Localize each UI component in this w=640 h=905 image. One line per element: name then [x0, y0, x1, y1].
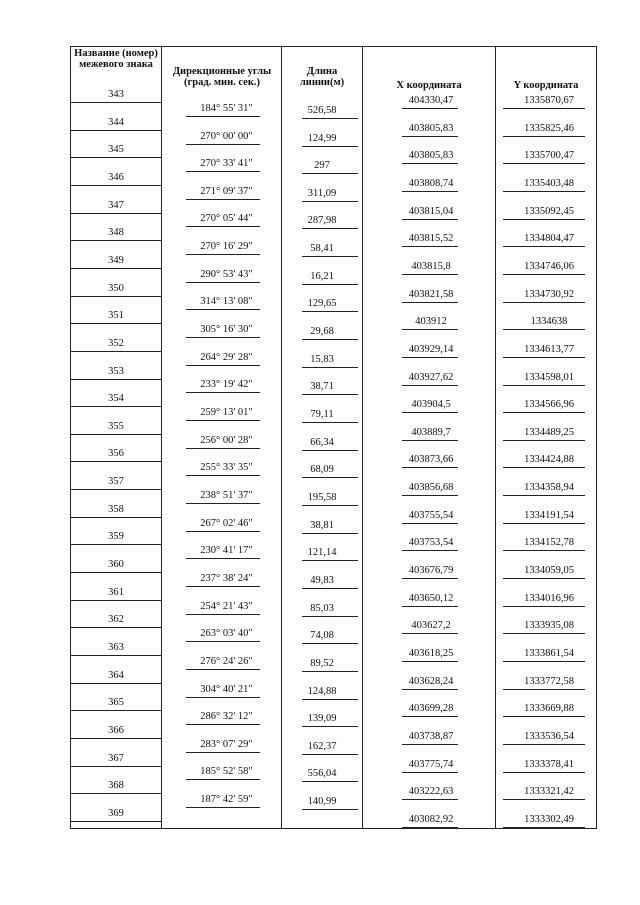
row-rule: [186, 365, 260, 366]
direction-angle: 184° 55' 31": [200, 102, 253, 114]
row-rule: [70, 102, 161, 103]
column-border: [70, 46, 71, 829]
row-rule: [70, 489, 161, 490]
row-rule: [186, 448, 260, 449]
row-rule: [70, 627, 161, 628]
row-rule: [302, 643, 358, 644]
line-length: 121,14: [307, 547, 337, 559]
x-coordinate: 403904,5: [411, 399, 451, 411]
direction-angle: 254° 21' 43": [200, 600, 253, 612]
row-rule: [402, 302, 458, 303]
point-number: 348: [108, 227, 124, 239]
row-rule: [70, 600, 161, 601]
row-rule: [402, 274, 458, 275]
row-rule: [70, 793, 161, 794]
direction-angle: 271° 09' 37": [200, 185, 253, 197]
direction-angle: 255° 33' 35": [200, 462, 253, 474]
row-rule: [402, 772, 458, 773]
row-rule: [70, 213, 161, 214]
row-rule: [186, 254, 260, 255]
row-rule: [503, 108, 585, 109]
row-rule: [402, 689, 458, 690]
row-rule: [503, 578, 585, 579]
x-coordinate: 403753,54: [408, 537, 454, 549]
row-rule: [302, 671, 358, 672]
x-coordinate: 403222,63: [408, 786, 454, 798]
row-rule: [503, 191, 585, 192]
y-coordinate: 1335870,67: [524, 95, 574, 106]
point-number: 353: [108, 365, 124, 377]
row-rule: [402, 716, 458, 717]
line-length: 49,83: [310, 574, 334, 586]
row-rule: [302, 284, 358, 285]
row-rule: [503, 357, 585, 358]
row-rule: [503, 163, 585, 164]
row-rule: [186, 116, 260, 117]
row-rule: [186, 475, 260, 476]
row-rule: [302, 809, 358, 810]
point-number: 364: [108, 669, 124, 681]
x-coordinate: 403815,52: [408, 233, 454, 245]
row-rule: [402, 578, 458, 579]
line-length: 38,71: [310, 381, 334, 393]
row-rule: [503, 827, 585, 828]
y-coordinate: 1334638: [530, 316, 568, 328]
direction-angle: 233° 19' 42": [200, 379, 253, 391]
row-rule: [503, 550, 585, 551]
row-rule: [186, 586, 260, 587]
direction-angle: 270° 00' 00": [200, 130, 253, 142]
y-coordinate: 1334059,05: [524, 565, 574, 576]
row-rule: [402, 523, 458, 524]
row-rule: [70, 351, 161, 352]
y-coordinate: 1333302,49: [524, 813, 574, 825]
point-number: 357: [108, 476, 124, 488]
x-coordinate: 403618,25: [408, 648, 454, 659]
row-rule: [186, 503, 260, 504]
y-coordinate: 1334358,94: [524, 482, 574, 494]
table-top-border: [70, 46, 596, 47]
line-length: 526,58: [307, 104, 337, 116]
line-length: 79,11: [310, 409, 334, 420]
row-rule: [70, 268, 161, 269]
row-rule: [302, 394, 358, 395]
line-length: 38,81: [310, 519, 334, 531]
y-coordinate: 1333861,54: [524, 648, 574, 659]
line-length: 124,88: [307, 685, 337, 697]
row-rule: [186, 697, 260, 698]
point-number: 360: [108, 559, 124, 570]
x-coordinate: 403889,7: [411, 426, 451, 438]
line-length: 195,58: [307, 491, 337, 503]
row-rule: [70, 655, 161, 656]
point-number: 345: [108, 144, 124, 156]
y-coordinate: 1334804,47: [524, 233, 574, 245]
table-bottom-border: [70, 828, 596, 829]
row-rule: [70, 157, 161, 158]
direction-angle: 185° 52' 58": [200, 766, 253, 778]
x-coordinate: 403775,74: [408, 758, 454, 770]
row-rule: [302, 781, 358, 782]
point-number: 347: [108, 199, 124, 211]
y-coordinate: 1334566,96: [524, 399, 574, 411]
point-number: 363: [108, 642, 124, 653]
y-coordinate: 1334152,78: [524, 537, 574, 549]
row-rule: [402, 799, 458, 800]
row-rule: [402, 219, 458, 220]
row-rule: [302, 146, 358, 147]
point-number: 361: [108, 586, 124, 598]
point-number: 365: [108, 697, 124, 709]
row-rule: [302, 311, 358, 312]
row-rule: [70, 738, 161, 739]
row-rule: [503, 606, 585, 607]
row-rule: [186, 199, 260, 200]
point-number: 349: [108, 254, 124, 266]
row-rule: [402, 385, 458, 386]
direction-angle: 238° 51' 37": [200, 489, 253, 501]
y-coordinate: 1333321,42: [524, 786, 574, 798]
x-coordinate: 403699,28: [408, 703, 454, 715]
row-rule: [302, 173, 358, 174]
point-number: 359: [108, 531, 124, 543]
row-rule: [402, 827, 458, 828]
row-rule: [302, 228, 358, 229]
line-length: 297: [314, 160, 330, 172]
line-length: 556,04: [307, 768, 337, 780]
row-rule: [302, 616, 358, 617]
line-length: 16,21: [310, 270, 334, 282]
row-rule: [70, 379, 161, 380]
direction-angle: 264° 29' 28": [200, 351, 253, 363]
row-rule: [302, 201, 358, 202]
point-number: 367: [108, 752, 124, 764]
row-rule: [70, 130, 161, 131]
row-rule: [70, 683, 161, 684]
y-coordinate: 1334746,06: [524, 260, 574, 272]
point-number: 368: [108, 780, 124, 792]
x-coordinate: 403628,24: [408, 675, 454, 687]
header-y: Y координата: [513, 80, 579, 91]
line-length: 162,37: [307, 740, 337, 752]
x-coordinate: 403815,8: [411, 260, 451, 272]
direction-angle: 187° 42' 59": [200, 794, 253, 806]
row-rule: [186, 226, 260, 227]
header-length: Длина линии(м): [299, 66, 345, 88]
row-rule: [402, 136, 458, 137]
row-rule: [503, 385, 585, 386]
row-rule: [402, 440, 458, 441]
header-x: X координата: [396, 80, 462, 91]
row-rule: [186, 392, 260, 393]
y-coordinate: 1333669,88: [524, 703, 574, 715]
row-rule: [186, 144, 260, 145]
row-rule: [503, 136, 585, 137]
row-rule: [70, 710, 161, 711]
row-rule: [186, 724, 260, 725]
row-rule: [503, 523, 585, 524]
x-coordinate: 403650,12: [408, 592, 454, 604]
y-coordinate: 1333772,58: [524, 675, 574, 687]
row-rule: [70, 323, 161, 324]
row-rule: [302, 560, 358, 561]
point-number: 355: [108, 420, 124, 432]
line-length: 139,09: [307, 713, 337, 725]
row-rule: [186, 420, 260, 421]
line-length: 124,99: [307, 132, 337, 144]
row-rule: [503, 772, 585, 773]
direction-angle: 314° 13' 08": [200, 296, 253, 308]
point-number: 351: [108, 310, 124, 322]
y-coordinate: 1334613,77: [524, 343, 574, 355]
y-coordinate: 1334730,92: [524, 288, 574, 300]
x-coordinate: 403912: [415, 316, 447, 328]
point-number: 362: [108, 614, 124, 626]
direction-angle: 237° 38' 24": [200, 572, 253, 584]
row-rule: [503, 716, 585, 717]
row-rule: [302, 726, 358, 727]
direction-angle: 276° 24' 26": [200, 655, 253, 667]
row-rule: [70, 240, 161, 241]
row-rule: [503, 633, 585, 634]
row-rule: [186, 614, 260, 615]
row-rule: [302, 422, 358, 423]
point-number: 354: [108, 393, 124, 405]
row-rule: [186, 669, 260, 670]
row-rule: [70, 296, 161, 297]
x-coordinate: 403738,87: [408, 730, 454, 742]
line-length: 140,99: [307, 796, 337, 808]
column-border: [596, 46, 597, 829]
x-coordinate: 403755,54: [408, 509, 454, 521]
row-rule: [70, 434, 161, 435]
x-coordinate: 403927,62: [408, 371, 454, 383]
point-number: 366: [108, 724, 124, 736]
x-coordinate: 403821,58: [408, 288, 454, 300]
row-rule: [302, 256, 358, 257]
row-rule: [402, 495, 458, 496]
row-rule: [503, 467, 585, 468]
row-rule: [402, 246, 458, 247]
y-coordinate: 1334598,01: [524, 371, 574, 383]
y-coordinate: 1335825,46: [524, 122, 574, 134]
row-rule: [402, 744, 458, 745]
point-number: 358: [108, 503, 124, 515]
row-rule: [503, 799, 585, 800]
row-rule: [402, 357, 458, 358]
row-rule: [70, 766, 161, 767]
row-rule: [402, 329, 458, 330]
row-rule: [70, 185, 161, 186]
row-rule: [302, 477, 358, 478]
header-number: Название (номер) межевого знака: [74, 48, 158, 70]
row-rule: [402, 633, 458, 634]
row-rule: [186, 337, 260, 338]
row-rule: [70, 544, 161, 545]
direction-angle: 270° 05' 44": [200, 213, 253, 225]
row-rule: [302, 367, 358, 368]
point-number: 356: [108, 448, 124, 460]
header-angles: Дирекционные углы (град. мин. сек.): [172, 66, 272, 88]
x-coordinate: 403082,92: [408, 813, 454, 825]
direction-angle: 290° 53' 43": [200, 268, 253, 280]
row-rule: [302, 505, 358, 506]
row-rule: [402, 467, 458, 468]
row-rule: [402, 661, 458, 662]
x-coordinate: 403808,74: [408, 177, 454, 189]
row-rule: [503, 302, 585, 303]
row-rule: [186, 558, 260, 559]
row-rule: [70, 821, 161, 822]
y-coordinate: 1333378,41: [524, 758, 574, 770]
row-rule: [402, 550, 458, 551]
y-coordinate: 1333935,08: [524, 620, 574, 632]
direction-angle: 305° 16' 30": [200, 324, 253, 335]
row-rule: [503, 440, 585, 441]
x-coordinate: 403856,68: [408, 482, 454, 494]
line-length: 15,83: [310, 353, 334, 365]
row-rule: [186, 309, 260, 310]
line-length: 129,65: [307, 298, 337, 310]
row-rule: [402, 412, 458, 413]
row-rule: [70, 517, 161, 518]
row-rule: [186, 531, 260, 532]
line-length: 68,09: [310, 464, 334, 476]
line-length: 58,41: [310, 243, 334, 255]
point-number: 369: [108, 807, 124, 819]
row-rule: [503, 246, 585, 247]
row-rule: [302, 450, 358, 451]
row-rule: [302, 699, 358, 700]
row-rule: [70, 572, 161, 573]
line-length: 311,09: [307, 187, 337, 199]
y-coordinate: 1334016,96: [524, 592, 574, 604]
row-rule: [402, 163, 458, 164]
row-rule: [302, 754, 358, 755]
x-coordinate: 403676,79: [408, 565, 454, 576]
point-number: 352: [108, 337, 124, 349]
y-coordinate: 1334191,54: [524, 509, 574, 521]
direction-angle: 286° 32' 12": [200, 711, 253, 723]
line-length: 287,98: [307, 215, 337, 227]
direction-angle: 270° 16' 29": [200, 241, 253, 253]
row-rule: [186, 779, 260, 780]
row-rule: [503, 689, 585, 690]
x-coordinate: 403805,83: [408, 122, 454, 134]
x-coordinate: 404330,47: [408, 95, 454, 106]
row-rule: [186, 752, 260, 753]
y-coordinate: 1335700,47: [524, 150, 574, 162]
row-rule: [186, 641, 260, 642]
row-rule: [302, 339, 358, 340]
line-length: 74,08: [310, 630, 334, 642]
x-coordinate: 403929,14: [408, 343, 454, 355]
row-rule: [503, 329, 585, 330]
direction-angle: 283° 07' 29": [200, 738, 253, 750]
direction-angle: 230° 41' 17": [200, 545, 253, 557]
row-rule: [503, 274, 585, 275]
line-length: 85,03: [310, 602, 334, 614]
x-coordinate: 403805,83: [408, 150, 454, 162]
point-number: 343: [108, 89, 124, 100]
y-coordinate: 1335092,45: [524, 205, 574, 217]
direction-angle: 256° 00' 28": [200, 434, 253, 446]
x-coordinate: 403873,66: [408, 454, 454, 466]
row-rule: [302, 118, 358, 119]
y-coordinate: 1335403,48: [524, 177, 574, 189]
direction-angle: 267° 02' 46": [200, 517, 253, 529]
row-rule: [302, 588, 358, 589]
y-coordinate: 1334424,88: [524, 454, 574, 466]
row-rule: [186, 282, 260, 283]
row-rule: [503, 412, 585, 413]
row-rule: [503, 744, 585, 745]
point-number: 350: [108, 282, 124, 294]
direction-angle: 304° 40' 21": [200, 683, 253, 695]
row-rule: [70, 406, 161, 407]
point-number: 346: [108, 171, 124, 183]
row-rule: [503, 661, 585, 662]
row-rule: [186, 807, 260, 808]
row-rule: [402, 606, 458, 607]
y-coordinate: 1333536,54: [524, 730, 574, 742]
row-rule: [503, 219, 585, 220]
point-number: 344: [108, 116, 124, 128]
y-coordinate: 1334489,25: [524, 426, 574, 438]
direction-angle: 263° 03' 40": [200, 628, 253, 640]
line-length: 66,34: [310, 436, 334, 448]
line-length: 89,52: [310, 657, 334, 669]
direction-angle: 259° 13' 01": [200, 407, 253, 418]
row-rule: [302, 533, 358, 534]
row-rule: [70, 461, 161, 462]
x-coordinate: 403627,2: [411, 620, 451, 632]
x-coordinate: 403815,04: [408, 205, 454, 217]
line-length: 29,68: [310, 326, 334, 337]
row-rule: [402, 191, 458, 192]
row-rule: [186, 171, 260, 172]
direction-angle: 270° 33' 41": [200, 158, 253, 170]
row-rule: [402, 108, 458, 109]
row-rule: [503, 495, 585, 496]
